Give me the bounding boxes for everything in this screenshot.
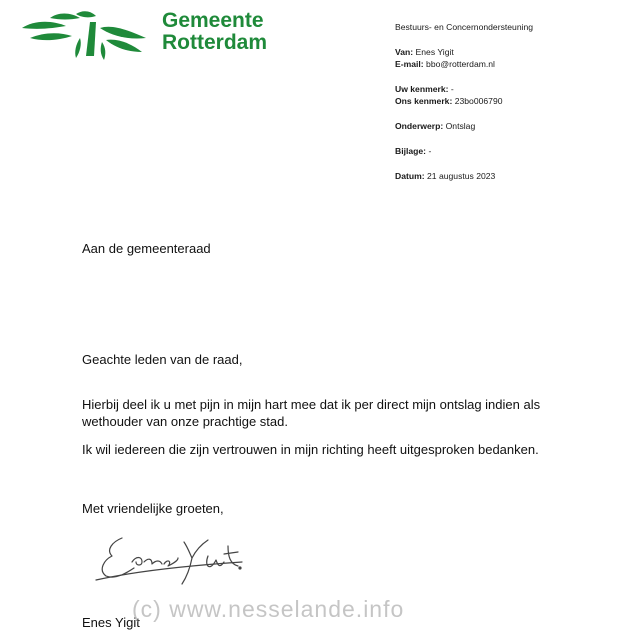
watermark: (c) www.nesselande.info bbox=[132, 596, 405, 622]
from-row bbox=[395, 46, 610, 58]
our-reference-row bbox=[395, 95, 610, 107]
email-row bbox=[395, 58, 610, 70]
email-label: E-mail: bbox=[395, 59, 424, 69]
department: Bestuurs- en Concernondersteuning bbox=[395, 22, 534, 32]
our-reference-label: Ons kenmerk: bbox=[395, 96, 453, 106]
date-row bbox=[395, 170, 610, 182]
signatory-name: Enes Yigit bbox=[82, 615, 140, 630]
attachment-row bbox=[395, 145, 610, 157]
addressee: Aan de gemeenteraad bbox=[82, 241, 211, 256]
from-label: Van: bbox=[395, 47, 414, 57]
salutation: Geachte leden van de raad, bbox=[82, 352, 243, 367]
subject-row bbox=[395, 120, 610, 132]
your-reference-label: Uw kenmerk: bbox=[395, 84, 449, 94]
attachment-label: Bijlage: bbox=[395, 146, 427, 156]
subject-label: Onderwerp: bbox=[395, 121, 444, 131]
attachment-value: - bbox=[428, 146, 432, 156]
our-reference-value: 23bo006790 bbox=[454, 96, 503, 106]
paragraph-2: Ik wil iedereen die zijn vertrouwen in mijn richting heeft uitgesproken bedanken. bbox=[82, 442, 539, 457]
handwritten-signature bbox=[92, 532, 252, 588]
email-value: bbo@rotterdam.nl bbox=[426, 59, 495, 69]
your-reference-row bbox=[395, 83, 610, 95]
logo-line-1: Gemeente bbox=[162, 9, 264, 32]
closing: Met vriendelijke groeten, bbox=[82, 501, 224, 516]
from-value: Enes Yigit bbox=[415, 47, 454, 57]
letter-header-meta bbox=[395, 21, 610, 182]
rotterdam-logo-icon bbox=[20, 8, 150, 60]
paragraph-1: Hierbij deel ik u met pijn in mijn hart mee dat ik per direct mijn ontslag indien als wethouder van onze prachtige stad. bbox=[82, 397, 541, 429]
your-reference-value: - bbox=[450, 84, 454, 94]
date-label: Datum: bbox=[395, 171, 425, 181]
date-value: 21 augustus 2023 bbox=[427, 171, 496, 181]
logo-line-2: Rotterdam bbox=[162, 31, 268, 54]
logo-wordmark bbox=[162, 10, 267, 54]
subject-value: Ontslag bbox=[445, 121, 476, 131]
